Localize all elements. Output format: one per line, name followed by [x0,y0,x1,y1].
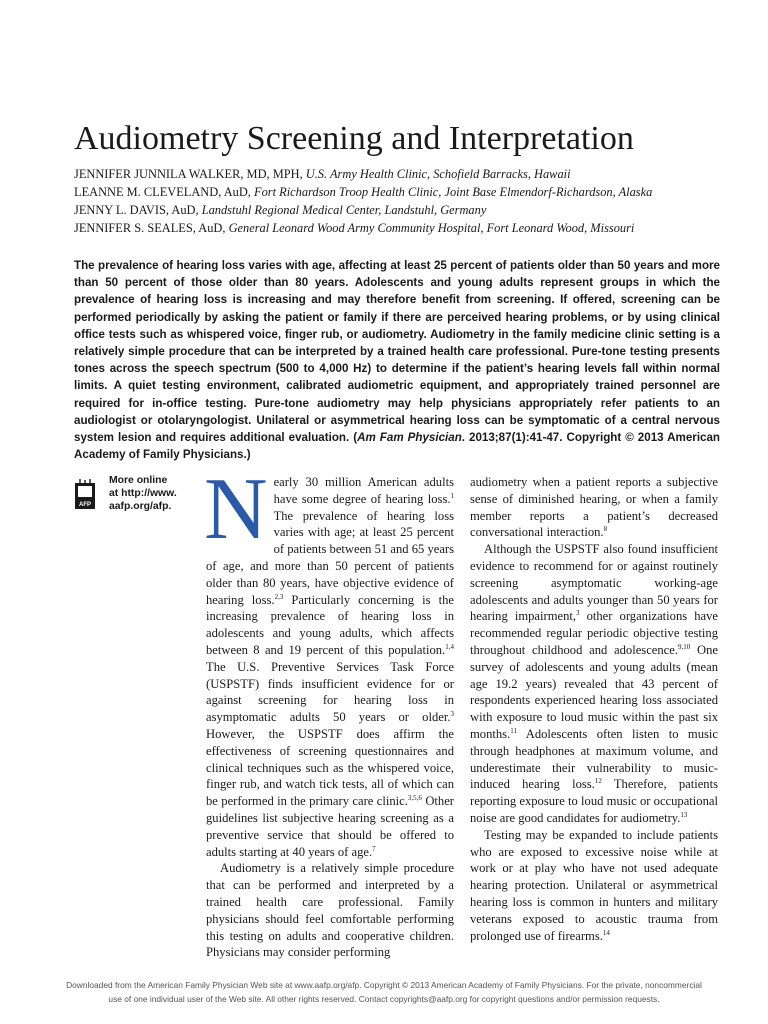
body-text: Particularly concerning is the increasing prevalence of hearing loss in adolescents and young adults, which affects between 8 and 19 percent of this population. [206,592,454,657]
abstract [74,257,720,463]
reference-marker: 9,10 [678,642,691,651]
body-text: One survey of adolescents and young adults (mean age 19.2 years) revealed that 43 percent of respondents experienced hearing loss associated with exposure to loud music within the past six months. [470,642,718,741]
body-column-left [204,461,455,961]
author-affiliation: General Leonard Wood Army Community Hospital, Fort Leonard Wood, Missouri [228,221,635,235]
more-online-link[interactable]: aafp.org/afp. [109,501,172,512]
abstract-body: The prevalence of hearing loss varies with age, affecting at least 25 percent of patients older than 50 years and more than 50 percent of those older than 80 years. Adolescents and young adults represent groups in which the prevalence of hearing loss is increasing and may therefore benefit from screening. If offered, screening can be performed periodically by asking the patient or family if there are perceived hearing problems, or by using clinical office tests such as whispered voice, finger rub, or audiometry. Audiometry in the family medicine clinic setting is a relatively simple procedure that can be interpreted by a trained health care professional. Pure-tone testing presents tones across the speech spectrum (500 to 4,000 Hz) to determine if the patient’s hearing levels fall within normal limits. A quiet testing environment, calibrated audiometric equipment, and appropriately trained personnel are required for in-office testing. Pure-tone audiometry may help physicians appropriately refer patients to an audiologist or otolaryngologist. Unilateral or asymmetrical hearing loss can be symptomatic of a central nervous system lesion and requires additional evaluation. ( [74,259,720,445]
body-text: Therefore, patients reporting exposure to loud music or occupational noise are good candidates for audiometry. [470,777,719,825]
body-paragraph [470,474,718,541]
author-affiliation: Landstuhl Regional Medical Center, Landstuhl, Germany [201,203,487,217]
author-name: JENNY L. DAVIS, AuD, [74,203,202,217]
author-name: JENNIFER JUNNILA WALKER, MD, MPH, [74,167,306,181]
more-online-text [109,474,199,513]
footer-line: use of one individual user of the Web site. All other rights reserved. Contact copyrights@aafp.org for copyright questions and/or permission requests. [108,994,660,1004]
body-text: The U.S. Preventive Services Task Force (USPSTF) finds insufficient evidence for or against screening for hearing loss in asymptomatic adults 50 years or older. [206,659,454,725]
footer-line: Downloaded from the American Family Physician Web site at www.aafp.org/afp. Copyright © 2013 American Academy of Family Physicians. For the private, noncommercial [66,980,702,990]
reference-marker: 2,3 [274,592,284,601]
body-text: However, the USPSTF does affirm the effectiveness of screening questionnaires and clinical techniques such as the whispered voice, finger rub, and watch tick tests, all of which can be performed in the primary care clinic. [206,726,454,809]
author-line [74,183,714,201]
author-affiliation: U.S. Army Health Clinic, Schofield Barracks, Hawaii [305,167,571,181]
body-paragraph [470,541,718,827]
author-name: JENNIFER S. SEALES, AuD, [74,221,229,235]
more-online-box [74,474,194,520]
more-online-link[interactable]: at http://www. [109,488,177,499]
reference-marker: 3 [450,709,454,718]
body-text: audiometry when a patient reports a subjective sense of diminished hearing, or when a family member reports a patient’s decreased conversational interaction. [470,475,718,540]
author-line [74,165,714,183]
online-document-icon [74,478,96,510]
drop-cap: N [204,461,268,558]
body-text: Testing may be expanded to include patients who are exposed to excessive noise while at work or at play who have not used adequate hearing protection. Unilateral or asymmetrical hearing loss is common in hunters and military veterans exposed to acoustic trauma from prolonged use of firearms. [470,827,718,943]
body-paragraph [470,827,718,945]
article-title: Audiometry Screening and Interpretation [74,120,634,157]
author-affiliation: Fort Richardson Troop Health Clinic, Joint Base Elmendorf-Richardson, Alaska [254,185,653,199]
author-list [74,165,714,237]
reference-marker: 11 [510,726,517,735]
body-column-right [470,474,718,944]
reference-marker: 1,4 [445,642,454,651]
reference-marker: 7 [372,844,376,853]
body-text: Adolescents often listen to music through headphones at maximum volume, and underestimate their vulnerability to music-induced hearing loss. [470,726,718,792]
body-paragraph [204,461,455,860]
reference-marker: 14 [602,928,610,937]
author-line [74,201,714,219]
body-text: Although the USPSTF also found insufficient evidence to recommend for or against routinely screening asymptomatic working-age adolescents and adults younger than 50 years for hearing impairment, [470,542,718,624]
abstract-citation: . 2013;87(1):41-47. Copyright © 2013 American Academy of Family Physicians.) [74,431,721,462]
author-line [74,219,714,237]
reference-marker: 1 [450,491,454,500]
body-text: early 30 million American adults have some degree of hearing loss. [273,475,454,506]
body-text: Other guidelines list subjective hearing screening as a preventive service that should be offered to adults starting at 40 years of age. [206,794,455,859]
reference-marker: 3,5,6 [407,793,422,802]
reference-marker: 13 [680,810,688,819]
abstract-journal: Am Fam Physician [357,431,462,445]
reference-marker: 12 [594,777,602,786]
body-text: other organizations have recommended regular periodic objective testing throughout childhood and adolescence. [470,609,718,657]
author-name: LEANNE M. CLEVELAND, AuD, [74,185,254,199]
body-paragraph: Audiometry is a relatively simple procedure that can be performed and interpreted by a trained health care professional. Family physicians should feel comfortable performing this testing on adults and cooperative children. Physicians may consider performing [206,861,454,960]
online-icon-label: AFP [79,502,91,508]
reference-marker: 3 [576,609,580,618]
copyright-footer [40,978,728,1006]
reference-marker: 8 [603,525,608,534]
body-text: The prevalence of hearing loss varies with age; at least 25 percent of patients between 51 and 65 years of age, and more than 50 percent of patients older than 80 years, have objective evidence of hearing loss. [206,508,455,607]
more-online-line: More online [109,475,168,486]
